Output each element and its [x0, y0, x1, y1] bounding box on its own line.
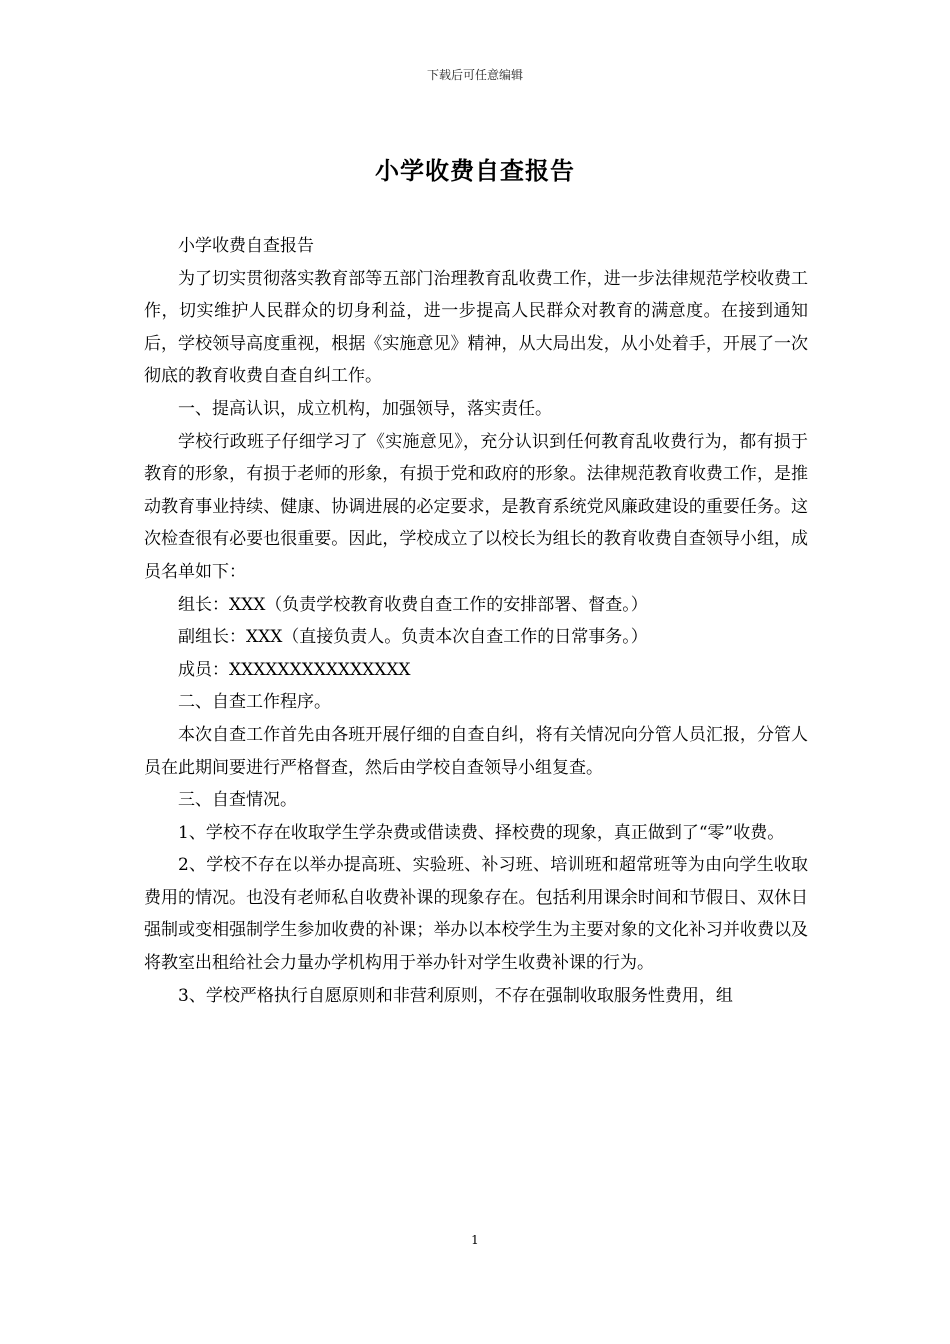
paragraph: 一、提高认识，成立机构，加强领导，落实责任。: [178, 398, 552, 419]
paragraph: 本次自查工作首先由各班开展仔细的自查自纠，将有关情况向分管人员汇报，分管人员在此期间要进行严格督查，然后由学校自查领导小组复查。: [144, 724, 808, 778]
paragraph: 学校行政班子仔细学习了《实施意见》，充分认识到任何教育乱收费行为，都有损于教育的形象，有损于老师的形象，有损于党和政府的形象。法律规范教育收费工作，是推动教育事业持续、健康、协调进展的必定要求，是教育系统党风廉政建设的重要任务。这次检查很有必要也很重要。因此，学校成立了以校长为组长的教育收费自查领导小组，成员名单如下：: [144, 431, 808, 582]
paragraph: 2、学校不存在以举办提高班、实验班、补习班、培训班和超常班等为由向学生收取费用的情况。也没有老师私自收费补课的现象存在。包括利用课余时间和节假日、双休日强制或变相强制学生参加收费的补课；举办以本校学生为主要对象的文化补习并收费以及将教室出租给社会力量办学机构用于举办针对学生收费补课的行为。: [144, 855, 808, 974]
paragraph: 为了切实贯彻落实教育部等五部门治理教育乱收费工作，进一步法律规范学校收费工作，切实维护人民群众的切身利益，进一步提高人民群众对教育的满意度。在接到通知后，学校领导高度重视，根据《实施意见》精神，从大局出发，从小处着手，开展了一次彻底的教育收费自查自纠工作。: [144, 268, 808, 387]
paragraph: 小学收费自查报告: [178, 236, 314, 256]
paragraph: 副组长：XXX（直接负责人。负责本次自查工作的日常事务。）: [178, 627, 648, 648]
paragraph: 二、自查工作程序。: [178, 692, 331, 713]
page-header: 下载后可任意编辑: [426, 68, 523, 82]
paragraph: 1、学校不存在收取学生学杂费或借读费、择校费的现象，真正做到了“零”收费。: [178, 822, 785, 843]
paragraph: 组长：XXX（负责学校教育收费自查工作的安排部署、督查。）: [178, 594, 648, 615]
document-title: 小学收费自查报告: [375, 156, 575, 185]
paragraph: 成员：XXXXXXXXXXXXXXX: [178, 659, 411, 680]
page-number: 1: [471, 1233, 479, 1247]
paragraph: 三、自查情况。: [178, 790, 297, 811]
paragraph: 3、学校严格执行自愿原则和非营利原则，不存在强制收取服务性费用，组: [178, 985, 733, 1006]
document-body: [144, 230, 808, 1012]
